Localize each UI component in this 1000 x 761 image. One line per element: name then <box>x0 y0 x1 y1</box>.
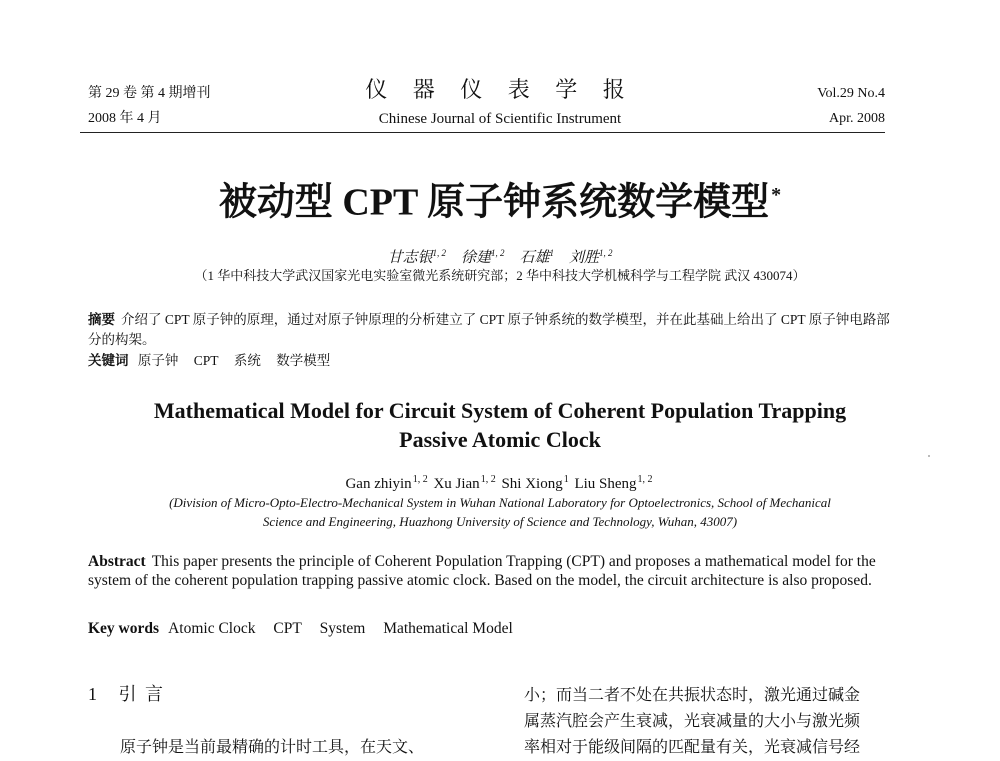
author-en: Liu Sheng$^{1, 2}$ <box>574 474 653 492</box>
keyword-cn: CPT <box>193 353 219 368</box>
title-cn-text: 被动型 CPT 原子钟系统数学模型 <box>218 181 770 224</box>
keywords-en-label: Key words <box>88 620 160 637</box>
body-right-line: 率相对于能级间隔的匹配量有关，光衰减信号经 <box>524 739 861 756</box>
keywords-cn <box>88 351 898 371</box>
title-en-line2: Passive Atomic Clock <box>399 427 601 452</box>
keyword-cn: 系统 <box>233 353 261 368</box>
abstract-en-text: This paper presents the principle of Coherent Population Trapping (CPT) and proposes a mathematical model for the system of the coherent population trapping passive atomic clock. Based on the model, the circuit architecture is also proposed. <box>88 553 876 589</box>
body-right-line: 属蒸汽腔会产生衰减，光衰减量的大小与激光频 <box>524 713 861 730</box>
author-en: Xu Jian$^{1, 2}$ <box>433 474 496 492</box>
body-right-line: 小；而当二者不处在共振状态时，激光通过碱金 <box>524 687 861 704</box>
authors-cn <box>0 243 1000 268</box>
keywords-en <box>88 619 898 638</box>
header-volume-en: Vol.29 No.4 <box>817 86 885 101</box>
section-heading <box>88 683 165 705</box>
affiliation-cn: （1 华中科技大学武汉国家光电实验室微光系统研究部；2 华中科技大学机械科学与工程学院 武汉 430074） <box>194 268 806 283</box>
header-journal-en: Chinese Journal of Scientific Instrument <box>378 111 622 127</box>
abstract-cn-text: 介绍了 CPT 原子钟的原理，通过对原子钟原理的分析建立了 CPT 原子钟系统的数学模型，并在此基础上给出了 CPT 原子钟电路部分的构架。 <box>88 312 890 347</box>
title-footnote-mark: * <box>771 184 782 206</box>
author-cn: 石雄$^1$ <box>519 248 555 266</box>
header-journal-cn: 仪 器 仪 表 学 报 <box>365 77 635 102</box>
header-volume-cn: 第 29 卷 第 4 期增刊 <box>88 86 211 101</box>
author-en: Shi Xiong$^1$ <box>501 474 569 492</box>
abstract-en-label: Abstract <box>88 553 146 570</box>
abstract-en <box>88 552 900 590</box>
section-number: 1 <box>88 684 99 704</box>
author-cn: 刘胜$^{1, 2}$ <box>569 248 613 266</box>
author-cn: 徐建$^{1, 2}$ <box>460 248 505 266</box>
author-cn: 甘志银$^{1, 2}$ <box>387 248 446 266</box>
affiliation-en-line1: (Division of Micro-Opto-Electro-Mechanical System in Wuhan National Laboratory for Optoelectronics, School of Mechanical <box>169 495 831 510</box>
abstract-cn <box>88 310 898 350</box>
title-cn <box>0 170 1000 228</box>
keyword-cn: 原子钟 <box>137 353 179 368</box>
scan-speck <box>928 455 930 457</box>
authors-en <box>0 470 1000 494</box>
header-date-en: Apr. 2008 <box>829 111 885 126</box>
body-right-column <box>524 683 904 761</box>
title-en <box>0 396 1000 454</box>
keyword-en: Atomic Clock <box>168 620 256 637</box>
keyword-cn: 数学模型 <box>276 353 331 368</box>
header-date-cn: 2008 年 4 月 <box>88 111 162 126</box>
keyword-en: System <box>319 620 366 637</box>
author-en: Gan zhiyin$^{1, 2}$ <box>345 474 428 492</box>
abstract-cn-label: 摘要 <box>88 312 115 327</box>
keywords-cn-label: 关键词 <box>88 353 129 368</box>
header-rule <box>80 132 885 133</box>
affiliation-en <box>0 493 1000 531</box>
keyword-en: Mathematical Model <box>383 620 513 637</box>
title-en-line1: Mathematical Model for Circuit System of Coherent Population Trapping <box>153 398 847 423</box>
body-left-column: 原子钟是当前最精确的计时工具，在天文、 <box>120 739 425 756</box>
affiliation-en-line2: Science and Engineering, Huazhong University of Science and Technology, Wuhan, 43007) <box>262 514 738 529</box>
keyword-en: CPT <box>273 620 302 637</box>
section-title: 引 言 <box>118 684 165 704</box>
